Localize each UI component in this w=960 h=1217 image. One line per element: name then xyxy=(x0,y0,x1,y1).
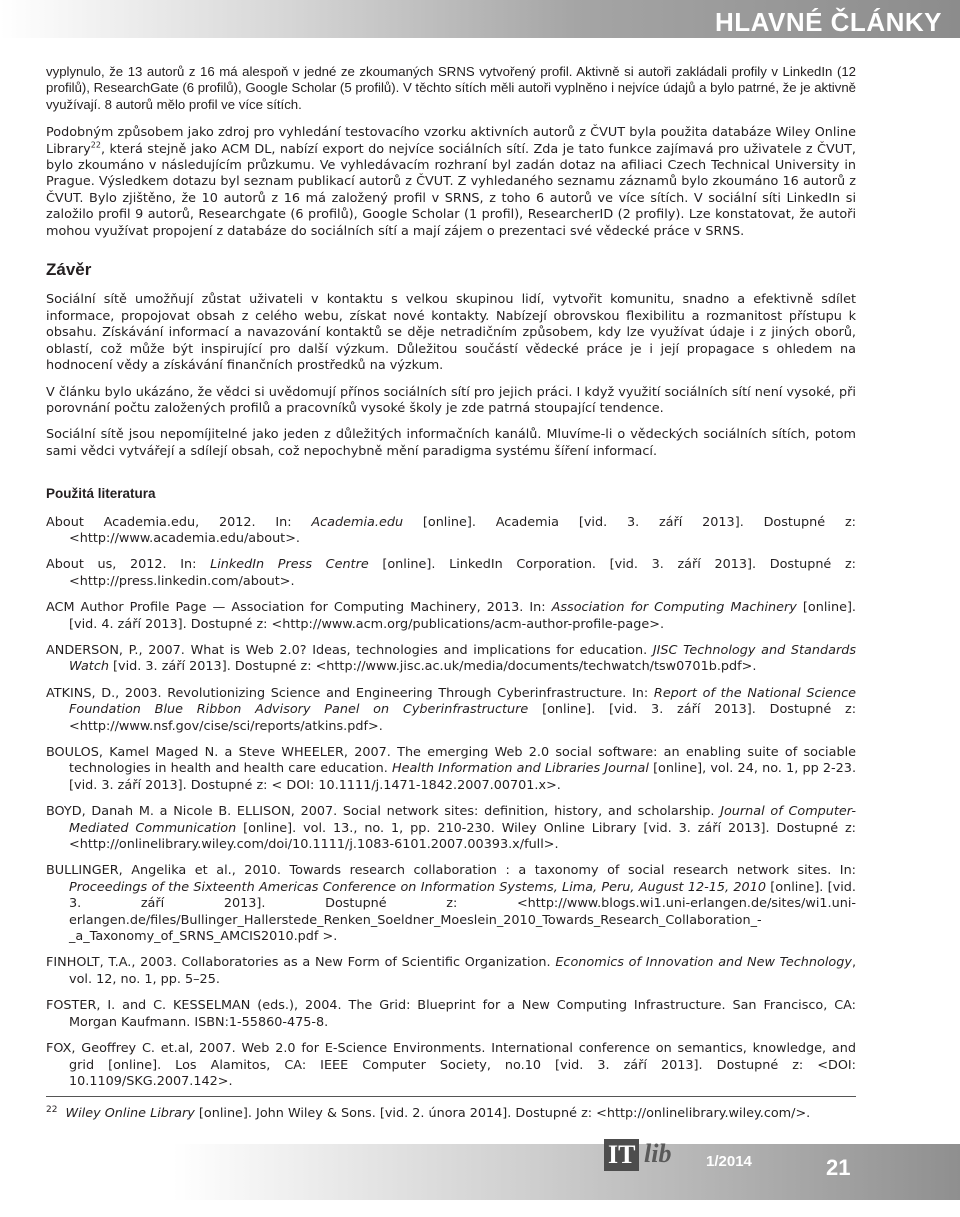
reference-item xyxy=(46,745,856,794)
reference-title: Health Information and Libraries Journal xyxy=(391,761,649,777)
section-title: HLAVNÉ ČLÁNKY xyxy=(714,7,942,37)
references-heading: Použitá literatura xyxy=(46,486,156,502)
reference-text: FOX, Geoffrey C. et.al, 2007. Web 2.0 for E-Science Environments. International conference on semantics, knowledge, and grid [online]. Los Alamitos, CA: IEEE Computer Society, no.10 [vid. 3. září 2013]. Dostupné z: <DOI: 10.1109/SKG.2007.142>. xyxy=(46,1041,856,1089)
reference-title: JISC Technology and Standards Watch xyxy=(69,642,857,675)
reference-text: [online], vol. 24, no. 1, pp 2-23. [vid. 3. září 2013]. Dostupné z: < DOI: 10.1111/j.1471-1842.2007.00701.x>. xyxy=(69,761,857,793)
footer-bar xyxy=(0,1144,960,1200)
reference-item xyxy=(46,600,856,633)
reference-title: Economics of Innovation and New Technology xyxy=(555,955,852,971)
footnote-number: 22 xyxy=(46,1104,58,1115)
reference-item xyxy=(46,1041,856,1090)
reference-text: [online]. [vid. 4. září 2013]. Dostupné z: <http://www.acm.org/publications/acm-author-profile-page>. xyxy=(69,600,857,632)
reference-text: , vol. 12, no. 1, pp. 5–25. xyxy=(69,955,857,987)
logo-lib: lib xyxy=(644,1139,672,1168)
reference-text: [online]. [vid. 3. září 2013]. Dostupné z: <http://www.blogs.wi1.uni-erlangen.de/sites/wi1.uni-erlangen.de/files/Bullinger_Hallerstede_Renken_Soeldner_Moeslein_2010_Towards_Research_Collaboration_-_a_Taxonomy_of_SRNS_AMCIS2010.pdf >. xyxy=(69,879,856,945)
reference-text: FOSTER, I. and C. KESSELMAN (eds.), 2004. The Grid: Blueprint for a New Computing Infrastructure. San Francisco, CA: Morgan Kaufmann. ISBN:1-55860-475-8. xyxy=(46,998,856,1030)
method-text-start: Podobným způsobem jako zdroj pro vyhledání testovacího vzorku aktivních autorů z ČVUT byla použita databáze Wiley Online Library xyxy=(46,125,856,157)
article-body xyxy=(46,64,856,1100)
reference-item xyxy=(46,863,856,945)
page-number: 21 xyxy=(826,1155,851,1180)
reference-text: BULLINGER, Angelika et al., 2010. Towards research collaboration : a taxonomy of social research network sites. In: xyxy=(46,863,856,879)
reference-text: FINHOLT, T.A., 2003. Collaboratories as a New Form of Scientific Organization. xyxy=(46,955,556,971)
section-title-reflection: HLAVNÉ ČLÁNKY xyxy=(721,33,942,63)
conclusion-heading: Závěr xyxy=(46,260,92,280)
reference-item xyxy=(46,515,856,548)
reference-text: About us, 2012. In: xyxy=(46,557,211,573)
reference-item xyxy=(46,643,856,676)
issue-number: 1/2014 xyxy=(706,1153,752,1170)
intro-paragraph: vyplynulo, že 13 autorů z 16 má alespoň v jedné ze zkoumaných SRNS vytvořený profil. Aktivně si autoři zakládali profily v LinkedIn (12 profilů), ResearchGate (6 profilů), Google Scholar (5 profilů). V těchto sítích měli autoři vyplněno i nejvíce údajů a bylo patrné, že je aktivně využívají. 8 autorů mělo profil ve více sítích. xyxy=(46,64,856,112)
reference-item xyxy=(46,804,856,853)
reference-text: [online]. vol. 13., no. 1, pp. 210-230. Wiley Online Library [vid. 3. září 2013]. Dostupné z: <http://onlinelibrary.wiley.com/doi/10.1111/j.1083-6101.2007.00393.x/full>. xyxy=(69,820,856,853)
method-paragraph xyxy=(46,125,856,240)
reference-text: About Academia.edu, 2012. In: xyxy=(46,514,312,530)
reference-text: [online]. [vid. 3. září 2013]. Dostupné z: <http://www.nsf.gov/cise/sci/reports/atkins.pdf>. xyxy=(69,702,857,734)
reference-text: BOULOS, Kamel Maged N. a Steve WHEELER, 2007. The emerging Web 2.0 social software: an enabling suite of sociable technologies in health and health care education. xyxy=(46,745,856,777)
conclusion-paragraph: V článku bylo ukázáno, že vědci si uvědomují přínos sociálních sítí pro jejich práci. I když využití sociálních sítí není vysoké, při porovnání počtu založených profilů a pracovníků vysoké školy je zde patrná stoupající tendence. xyxy=(46,384,856,416)
reference-item xyxy=(46,686,856,735)
reference-item xyxy=(46,998,856,1031)
footnote-title: Wiley Online Library xyxy=(65,1106,195,1121)
footnote xyxy=(46,1106,856,1122)
footnote-text: [online]. John Wiley & Sons. [vid. 2. února 2014]. Dostupné z: <http://onlinelibrary.wiley.com/>. xyxy=(194,1106,811,1121)
conclusion-paragraph: Sociální sítě umožňují zůstat uživateli v kontaktu s velkou skupinou lidí, vytvořit komunitu, snadno a efektivně sdílet informace, propojovat obsah z celého webu, získat nové kontakty. Nabízejí obrovskou flexibilitu a rozmanitost přístupu k obsahu. Získávání informací a navazování kontaktů se děje netradičním způsobem, kdy lze využívat údaje i z jiných oborů, oblastí, což může být inspirující pro další výzkum. Důležitou součástí vědecké práce je i její propagace s ohledem na hodnocení vědy a získávání finančních prostředků na výzkum. xyxy=(46,292,856,374)
reference-text: [online]. Academia [vid. 3. září 2013]. Dostupné z: <http://www.academia.edu/about>. xyxy=(69,514,856,546)
conclusion-paragraph: Sociální sítě jsou nepomíjitelné jako jeden z důležitých informačních kanálů. Mluvíme-li o vědeckých sociálních sítích, potom sami vědci vytvářejí a sdílejí obsah, což nepochybně mění paradigma systému šíření informací. xyxy=(46,427,856,459)
reference-title: LinkedIn Press Centre xyxy=(210,557,369,573)
reference-text: BOYD, Danah M. a Nicole B. ELLISON, 2007. Social network sites: definition, history, and scholarship. xyxy=(46,804,721,820)
logo-it: IT xyxy=(604,1139,639,1171)
reference-title: Association for Computing Machinery xyxy=(551,600,797,616)
reference-item xyxy=(46,557,856,590)
reference-list xyxy=(46,515,856,1091)
reference-title: Report of the National Science Foundation Blue Ribbon Advisory Panel on Cyberinfrastructure xyxy=(69,685,856,718)
footnote-divider xyxy=(46,1096,856,1097)
header-bar xyxy=(0,0,960,63)
reference-text: [vid. 3. září 2013]. Dostupné z: <http://www.jisc.ac.uk/media/documents/techwatch/tsw0701b.pdf>. xyxy=(108,659,757,675)
reference-text: [online]. LinkedIn Corporation. [vid. 3. září 2013]. Dostupné z: <http://press.linkedin.com/about>. xyxy=(69,557,856,589)
reference-title: Academia.edu xyxy=(311,514,404,530)
reference-title: Journal of Computer-Mediated Communication xyxy=(69,804,856,836)
reference-text: ANDERSON, P., 2007. What is Web 2.0? Ideas, technologies and implications for education. xyxy=(46,642,653,658)
method-text-end: , která stejně jako ACM DL, nabízí export do nejvíce sociálních sítí. Zda je tato funkce zajímavá pro uživatele z ČVUT, bylo zkoumáno v následujícím průzkumu. Ve vyhledávacím rozhraní byl zadán dotaz na afiliaci Czech Technical University in Prague. Výsledkem dotazu byl seznam publikací autorů z ČVUT. Z vyhledaného seznamu záznamů bylo zkoumáno 16 autorů z ČVUT. Bylo zjištěno, že 10 autorů z 16 má založený profil v SRNS, z toho 6 autorů ve více sítích. V sociální síti LinkedIn si založilo profil 9 autorů, Researchgate (6 profilů), Google Scholar (1 profil), ResearcherID (2 profily). Lze konstatovat, že autoři mohou využívat propojení z databáze do sociálních sítí a mají zájem o prezentaci své vědecké práce v SRNS. xyxy=(46,141,856,239)
reference-item xyxy=(46,955,856,988)
reference-title: Proceedings of the Sixteenth Americas Conference on Information Systems, Lima, Peru, August 12-15, 2010 xyxy=(69,879,766,895)
footnote-ref[interactable]: 22 xyxy=(90,140,101,150)
reference-text: ATKINS, D., 2003. Revolutionizing Science and Engineering Through Cyberinfrastructure. In: xyxy=(46,685,654,701)
reference-text: ACM Author Profile Page — Association for Computing Machinery, 2013. In: xyxy=(46,600,552,616)
